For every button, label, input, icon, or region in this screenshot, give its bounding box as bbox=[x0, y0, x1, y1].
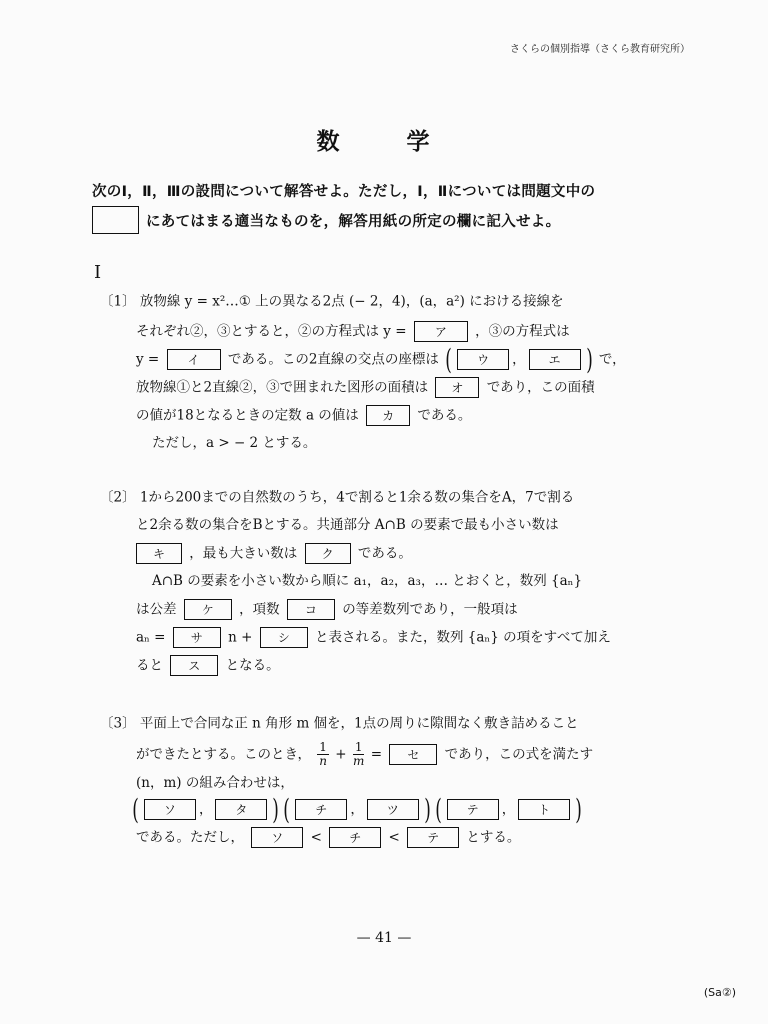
frac2-denominator: m bbox=[352, 754, 365, 768]
q3-text5a: である。ただし， bbox=[136, 829, 244, 846]
q1-text5a: の値が18となるときの定数 a の値は bbox=[136, 407, 359, 424]
instructions-line1: 次のⅠ，Ⅱ，Ⅲの設問について解答せよ。ただし，Ⅰ，Ⅱについては問題文中の bbox=[92, 184, 596, 200]
section-label: Ⅰ bbox=[94, 262, 102, 283]
q2-text5c: の等差数列であり，一般項は bbox=[342, 601, 518, 618]
q3-line5 bbox=[136, 824, 520, 850]
q2-text7b: となる。 bbox=[225, 657, 280, 674]
q1-text2a: それぞれ②，③とすると，②の方程式は y = bbox=[136, 323, 407, 340]
q2-text6a: aₙ = bbox=[136, 629, 166, 646]
answer-box-shi: シ bbox=[260, 627, 308, 648]
answer-box-ta: タ bbox=[215, 799, 267, 820]
answer-box-tsu: ツ bbox=[367, 799, 419, 820]
page-code: (Sa②) bbox=[703, 986, 736, 999]
q3-text1: 平面上で合同な正 n 角形 m 個を，1点の周りに隙間なく敷き詰めること bbox=[139, 715, 579, 732]
page-number: — 41 — bbox=[356, 930, 412, 946]
q3-text2a: ができたとする。このとき， bbox=[136, 746, 311, 763]
answer-box-te-2: テ bbox=[407, 827, 459, 848]
answer-box-e: エ bbox=[529, 349, 581, 370]
q3-text2b: であり，この式を満たす bbox=[444, 746, 594, 763]
q2-line3 bbox=[136, 540, 412, 566]
answer-box-chi-2: チ bbox=[329, 827, 381, 848]
answer-box-ku: ク bbox=[305, 543, 351, 564]
q2-line6 bbox=[136, 624, 611, 650]
header: さくらの個別指導（さくら教育研究所） bbox=[510, 44, 690, 55]
q2-text5b: ，項数 bbox=[239, 601, 280, 618]
answer-box-i: イ bbox=[167, 349, 221, 370]
q2-number: 〔2〕 bbox=[100, 489, 136, 506]
comma: ， bbox=[198, 801, 213, 818]
q2-line2: と2余る数の集合をBとする。共通部分 A∩B の要素で最も小さい数は bbox=[136, 517, 559, 533]
answer-box-su: ス bbox=[170, 655, 218, 676]
left-paren: ( bbox=[434, 792, 442, 826]
q1-number: 〔1〕 bbox=[100, 293, 136, 310]
less-than: < bbox=[388, 829, 400, 846]
answer-box-u: ウ bbox=[457, 349, 509, 370]
blank-box-sample bbox=[92, 206, 139, 234]
q1-line6: ただし，a > − 2 とする。 bbox=[152, 435, 317, 451]
q3-line3: (n，m) の組み合わせは， bbox=[136, 775, 294, 791]
q1-text4a: 放物線①と2直線②，③で囲まれた図形の面積は bbox=[136, 379, 429, 396]
q1-line4 bbox=[136, 374, 595, 400]
right-paren: ) bbox=[575, 792, 582, 826]
q1-text1: 放物線 y = x²…① 上の異なる2点 (− 2，4)，(a，a²) における接線を bbox=[139, 293, 564, 310]
equals-sign: = bbox=[370, 746, 383, 763]
right-paren: ) bbox=[424, 792, 431, 826]
page-title: 数 学 bbox=[316, 128, 452, 155]
answer-box-chi: チ bbox=[295, 799, 347, 820]
q1-text4b: であり，この面積 bbox=[486, 379, 595, 396]
answer-box-sa: サ bbox=[173, 627, 221, 648]
plus-sign: + bbox=[335, 746, 347, 763]
q2-line7 bbox=[136, 652, 280, 678]
answer-box-to: ト bbox=[518, 799, 570, 820]
left-paren: ( bbox=[132, 792, 139, 826]
comma: ， bbox=[350, 801, 364, 818]
q3-line4 bbox=[130, 792, 584, 826]
q3-line1 bbox=[100, 710, 579, 736]
left-paren: ( bbox=[283, 792, 291, 826]
answer-box-so-2: ソ bbox=[251, 827, 303, 848]
q1-text3b: である。この2直線の交点の座標は bbox=[227, 351, 439, 368]
answer-box-ke: ケ bbox=[184, 599, 232, 620]
q3-text5b: とする。 bbox=[466, 829, 521, 846]
q2-text7a: ると bbox=[136, 657, 163, 674]
q1-line3 bbox=[136, 342, 626, 376]
q1-text2b: ，③の方程式は bbox=[475, 323, 570, 340]
q2-text6c: と表される。また，数列 {aₙ} の項をすべて加え bbox=[315, 629, 611, 646]
q2-text1: 1から200までの自然数のうち，4で割ると1余る数の集合をA，7で割る bbox=[139, 489, 575, 506]
answer-box-ka: カ bbox=[366, 405, 410, 426]
frac1-denominator: n bbox=[319, 754, 327, 768]
left-paren: ( bbox=[445, 342, 452, 376]
q1-line1 bbox=[100, 288, 564, 314]
comma: ， bbox=[501, 801, 516, 818]
q2-line5 bbox=[136, 596, 518, 622]
q2-line1 bbox=[100, 484, 574, 510]
right-paren: ) bbox=[585, 342, 593, 376]
answer-box-o: オ bbox=[435, 377, 479, 398]
answer-box-se: セ bbox=[389, 744, 437, 765]
less-than: < bbox=[310, 829, 322, 846]
answer-box-ko: コ bbox=[287, 599, 335, 620]
q2-text3b: である。 bbox=[357, 545, 412, 562]
q1-line5 bbox=[136, 402, 471, 428]
q1-text3c: で， bbox=[598, 351, 626, 368]
q2-line4: A∩B の要素を小さい数から順に a₁，a₂，a₃，… とおくと，数列 {aₙ} bbox=[152, 573, 583, 589]
answer-box-a: ア bbox=[414, 321, 468, 342]
frac2-numerator: 1 bbox=[354, 740, 363, 754]
q1-text3a: y = bbox=[136, 351, 160, 368]
q2-text3a: ，最も大きい数は bbox=[189, 545, 298, 562]
comma: ， bbox=[512, 351, 526, 368]
answer-box-so: ソ bbox=[144, 799, 196, 820]
q2-text6b: n + bbox=[228, 629, 253, 646]
answer-box-ki: キ bbox=[136, 543, 182, 564]
q3-line2 bbox=[136, 738, 593, 770]
fraction-1-over-m bbox=[353, 741, 365, 768]
q1-line2 bbox=[136, 318, 570, 344]
fraction-1-over-n bbox=[317, 741, 329, 768]
instructions-line2: にあてはまる適当なものを，解答用紙の所定の欄に記入せよ。 bbox=[146, 214, 561, 230]
frac1-numerator: 1 bbox=[319, 740, 327, 754]
q2-text5a: は公差 bbox=[136, 601, 177, 618]
q3-number: 〔3〕 bbox=[100, 715, 136, 732]
answer-box-te: テ bbox=[447, 799, 499, 820]
right-paren: ) bbox=[272, 792, 280, 826]
q1-text5b: である。 bbox=[417, 407, 472, 424]
